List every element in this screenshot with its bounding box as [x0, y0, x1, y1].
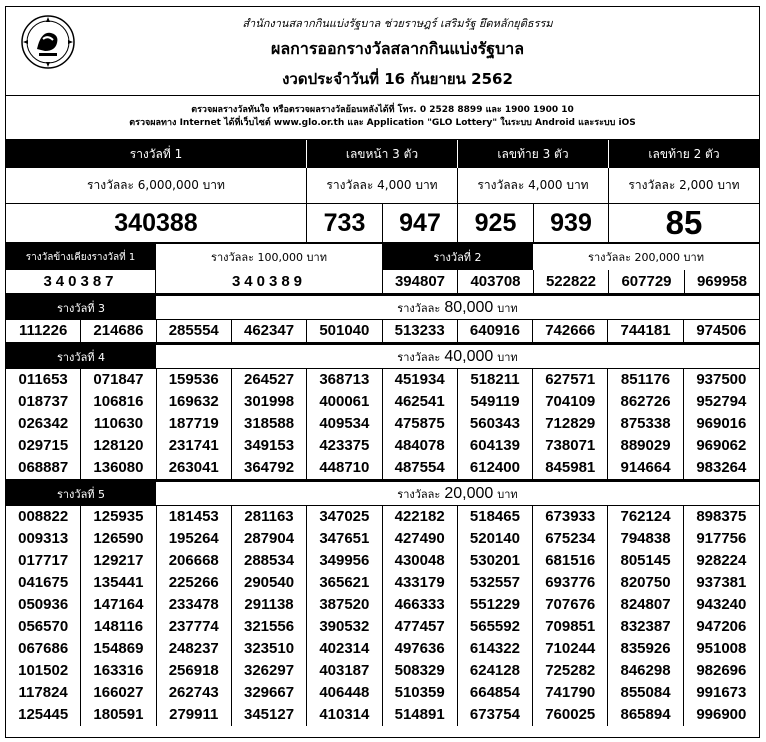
prize-number-cell: 318588	[232, 413, 307, 435]
prize-number-cell: 709851	[533, 616, 608, 638]
prize-number-cell: 865894	[608, 704, 683, 726]
prize-number-cell: 937381	[696, 574, 747, 591]
prize-number-cell: 741790	[533, 682, 608, 704]
prize-number-cell: 148116	[81, 616, 156, 638]
prize-number-cell: 673754	[458, 704, 533, 726]
back3-amount: รางวัลละ 4,000 บาท	[458, 168, 609, 203]
near-prize-number: 340387	[6, 270, 156, 293]
third-prize-header	[6, 294, 759, 320]
prize-number-cell: 136080	[81, 457, 156, 479]
prize-number-cell: 664854	[458, 682, 533, 704]
info-notes	[6, 96, 759, 140]
amount-value: 80,000	[444, 298, 494, 316]
third-prize-label: รางวัลที่ 3	[6, 296, 156, 319]
prize-number-cell: 462347	[232, 320, 307, 342]
second-prize-number: 522822	[534, 270, 609, 293]
prize-number-cell: 466333	[383, 594, 458, 616]
prize-number-cell: 291138	[232, 594, 307, 616]
amount-prefix: รางวัลละ	[397, 487, 441, 501]
near-prize-number: 340389	[156, 270, 383, 293]
prize-number-cell: 163316	[81, 660, 156, 682]
prize-number-cell: 011653	[6, 369, 81, 391]
prize-number-cell: 497636	[383, 638, 458, 660]
prize-number-cell: 287904	[232, 528, 307, 550]
prize-number-cell: 762124	[608, 506, 683, 528]
prize-number-cell: 403187	[307, 660, 382, 682]
second-prize-number: 969958	[696, 273, 748, 290]
amount-suffix: บาท	[497, 301, 518, 315]
prize-number-cell: 406448	[307, 682, 382, 704]
prize-number-cell: 612400	[458, 457, 533, 479]
prize-number-cell: 917756	[696, 530, 747, 547]
prize-number-cell: 614322	[458, 638, 533, 660]
prize-number-cell: 125935	[81, 506, 156, 528]
prize-number-cell: 487554	[383, 457, 458, 479]
prize-number-cell: 071847	[81, 369, 156, 391]
prize-number-cell: 501040	[307, 320, 382, 342]
prize-number-cell: 451934	[383, 369, 458, 391]
prize-number-cell: 430048	[383, 550, 458, 572]
prize-number-cell: 321556	[232, 616, 307, 638]
prize-number-cell: 738071	[533, 435, 608, 457]
prize-number-cell: 707676	[533, 594, 608, 616]
prize-number-cell: 125445	[6, 704, 81, 726]
fifth-prize-header	[6, 480, 759, 506]
prize-number-cell: 928224	[696, 552, 747, 569]
prize-number-cell: 110630	[81, 413, 156, 435]
amount-suffix: บาท	[497, 487, 518, 501]
internet-note: ตรวจผลทาง Internet ได้ที่เว็บไซต์ www.glo.or.th และ Application "GLO Lottery" ในระบบ Android และระบบ iOS	[129, 118, 636, 128]
prize-number-cell: 969062	[696, 437, 747, 454]
prize-number-cell: 820750	[608, 572, 683, 594]
prize-number-cell: 285554	[157, 320, 232, 342]
prize-number-cell: 225266	[157, 572, 232, 594]
back2-number: 85	[665, 204, 703, 241]
prize-number-cell: 673933	[533, 506, 608, 528]
front3-amount: รางวัลละ 4,000 บาท	[307, 168, 458, 203]
prize-number-cell: 510359	[383, 682, 458, 704]
prize-number-cell: 248237	[157, 638, 232, 660]
prize-number-cell: 117824	[6, 682, 81, 704]
second-prize-number: 394807	[383, 270, 458, 293]
top-prize-numbers	[6, 204, 759, 242]
prize-number-cell: 180591	[81, 704, 156, 726]
prize-number-cell: 532557	[458, 572, 533, 594]
near-second-numbers	[6, 270, 759, 294]
fifth-prize-numbers	[6, 506, 759, 726]
prize-number-cell: 050936	[6, 594, 81, 616]
prize-number-cell: 068887	[6, 457, 81, 479]
prize-number-cell: 640916	[458, 320, 533, 342]
near-second-labels	[6, 242, 759, 270]
prize-number-cell: 390532	[307, 616, 382, 638]
prize-number-cell: 565592	[458, 616, 533, 638]
prize-number-cell: 744181	[608, 320, 683, 342]
prize-number-cell: 349956	[307, 550, 382, 572]
prize-number-cell: 530201	[458, 550, 533, 572]
prize-number-cell: 008822	[6, 506, 81, 528]
prize-number-cell: 448710	[307, 457, 382, 479]
second-prize-number: 607729	[609, 270, 685, 293]
prize-number-cell: 947206	[696, 618, 747, 635]
prize-number-cell: 422182	[383, 506, 458, 528]
agency-line: สำนักงานสลากกินแบ่งรัฐบาล ช่วยราษฎร์ เสริมรัฐ ยึดหลักยุติธรรม	[242, 17, 553, 30]
prize-number-cell: 851176	[608, 369, 683, 391]
prize-number-cell: 704109	[533, 391, 608, 413]
prize-number-cell: 627571	[533, 369, 608, 391]
prize-number-cell: 159536	[157, 369, 232, 391]
prize-number-cell: 365621	[307, 572, 382, 594]
amount-value: 20,000	[444, 484, 494, 502]
prize-number-cell: 835926	[608, 638, 683, 660]
prize-number-cell: 169632	[157, 391, 232, 413]
prize-number-cell: 181453	[157, 506, 232, 528]
prize-number-cell: 681516	[533, 550, 608, 572]
prize-number-cell: 018737	[6, 391, 81, 413]
prize-number-cell: 009313	[6, 528, 81, 550]
fourth-prize-numbers	[6, 369, 759, 480]
prize-number-cell: 400061	[307, 391, 382, 413]
prize-number-cell: 187719	[157, 413, 232, 435]
fourth-prize-label: รางวัลที่ 4	[6, 345, 156, 368]
prize-number-cell: 135441	[81, 572, 156, 594]
prize-number-cell: 952794	[696, 393, 747, 410]
prize-number-cell: 862726	[608, 391, 683, 413]
prize-number-cell: 875338	[608, 413, 683, 435]
prize-number-cell: 484078	[383, 435, 458, 457]
prize-number-cell: 387520	[307, 594, 382, 616]
amount-prefix: รางวัลละ	[397, 301, 441, 315]
prize-number-cell: 832387	[608, 616, 683, 638]
first-prize-amount: รางวัลละ 6,000,000 บาท	[6, 168, 307, 203]
prize-number-cell: 983264	[696, 459, 747, 476]
prize-number-cell: 101502	[6, 660, 81, 682]
prize-number-cell: 514891	[383, 704, 458, 726]
third-prize-amount	[156, 296, 759, 319]
prize-number-cell: 974506	[696, 322, 747, 339]
prize-number-cell: 475875	[383, 413, 458, 435]
prize-number-cell: 368713	[307, 369, 382, 391]
prize-number-cell: 067686	[6, 638, 81, 660]
prize-number-cell: 233478	[157, 594, 232, 616]
prize-number-cell: 288534	[232, 550, 307, 572]
amount-suffix: บาท	[497, 350, 518, 364]
prize-number-cell: 794838	[608, 528, 683, 550]
back3-number: 939	[534, 204, 609, 242]
prize-number-cell: 742666	[533, 320, 608, 342]
prize-number-cell: 845981	[533, 457, 608, 479]
prize-number-cell: 624128	[458, 660, 533, 682]
prize-number-cell: 128120	[81, 435, 156, 457]
prize-number-cell: 041675	[6, 572, 81, 594]
prize-number-cell: 433179	[383, 572, 458, 594]
back3-label: เลขท้าย 3 ตัว	[458, 140, 609, 168]
prize-number-cell: 301998	[232, 391, 307, 413]
prize-number-cell: 264527	[232, 369, 307, 391]
prize-number-cell: 410314	[307, 704, 382, 726]
top-prize-amounts	[6, 168, 759, 204]
prize-number-cell: 846298	[608, 660, 683, 682]
prize-number-cell: 111226	[6, 320, 81, 342]
prize-number-cell: 017717	[6, 550, 81, 572]
prize-number-cell: 323510	[232, 638, 307, 660]
prize-number-cell: 914664	[608, 457, 683, 479]
amount-prefix: รางวัลละ	[397, 350, 441, 364]
prize-number-cell: 214686	[81, 320, 156, 342]
amount-value: 40,000	[444, 347, 494, 365]
lottery-result-sheet	[5, 6, 760, 738]
second-prize-number: 403708	[458, 270, 534, 293]
prize-number-cell: 855084	[608, 682, 683, 704]
prize-number-cell: 237774	[157, 616, 232, 638]
fourth-prize-header	[6, 343, 759, 369]
first-prize-number: 340388	[6, 204, 307, 242]
prize-number-cell: 937500	[696, 371, 747, 388]
prize-number-cell: 166027	[81, 682, 156, 704]
prize-number-cell: 604139	[458, 435, 533, 457]
prize-number-cell: 345127	[232, 704, 307, 726]
prize-number-cell: 231741	[157, 435, 232, 457]
prize-number-cell: 154869	[81, 638, 156, 660]
prize-number-cell: 518211	[458, 369, 533, 391]
prize-number-cell: 520140	[458, 528, 533, 550]
prize-number-cell: 943240	[696, 596, 747, 613]
prize-number-cell: 560343	[458, 413, 533, 435]
second-prize-label: รางวัลที่ 2	[383, 244, 533, 270]
prize-number-cell: 402314	[307, 638, 382, 660]
top-prize-labels	[6, 140, 759, 168]
prize-number-cell: 996900	[696, 706, 747, 723]
third-prize-numbers	[6, 320, 759, 343]
prize-number-cell: 281163	[232, 506, 307, 528]
back2-amount: รางวัลละ 2,000 บาท	[628, 178, 740, 192]
front3-number: 947	[383, 204, 458, 242]
near-prize-label: รางวัลข้างเคียงรางวัลที่ 1	[6, 244, 156, 270]
prize-number-cell: 549119	[458, 391, 533, 413]
phone-note: ตรวจผลรางวัลทันใจ หรือตรวจผลรางวัลย้อนหลังได้ที่ โทร. 0 2528 8899 และ 1900 1900 10	[191, 105, 574, 115]
prize-number-cell: 195264	[157, 528, 232, 550]
prize-number-cell: 951008	[696, 640, 747, 657]
prize-number-cell: 675234	[533, 528, 608, 550]
prize-number-cell: 462541	[383, 391, 458, 413]
prize-number-cell: 256918	[157, 660, 232, 682]
back3-number: 925	[458, 204, 534, 242]
prize-number-cell: 969016	[696, 415, 747, 432]
second-prize-amount: รางวัลละ 200,000 บาท	[588, 251, 704, 264]
first-prize-label: รางวัลที่ 1	[6, 140, 307, 168]
prize-number-cell: 805145	[608, 550, 683, 572]
prize-number-cell: 347651	[307, 528, 382, 550]
prize-number-cell: 263041	[157, 457, 232, 479]
prize-number-cell: 326297	[232, 660, 307, 682]
prize-number-cell: 129217	[81, 550, 156, 572]
prize-number-cell: 056570	[6, 616, 81, 638]
prize-number-cell: 349153	[232, 435, 307, 457]
prize-number-cell: 262743	[157, 682, 232, 704]
prize-number-cell: 693776	[533, 572, 608, 594]
prize-number-cell: 551229	[458, 594, 533, 616]
prize-number-cell: 206668	[157, 550, 232, 572]
prize-number-cell: 898375	[696, 508, 747, 525]
prize-number-cell: 982696	[696, 662, 747, 679]
prize-number-cell: 126590	[81, 528, 156, 550]
prize-number-cell: 477457	[383, 616, 458, 638]
prize-number-cell: 508329	[383, 660, 458, 682]
prize-number-cell: 710244	[533, 638, 608, 660]
header	[6, 7, 759, 96]
back2-label: เลขท้าย 2 ตัว	[648, 146, 720, 161]
front3-label: เลขหน้า 3 ตัว	[307, 140, 458, 168]
prize-number-cell: 991673	[696, 684, 747, 701]
prize-number-cell: 760025	[533, 704, 608, 726]
prize-number-cell: 347025	[307, 506, 382, 528]
front3-number: 733	[307, 204, 383, 242]
prize-number-cell: 725282	[533, 660, 608, 682]
draw-date: งวดประจำวันที่ 16 กันยายน 2562	[282, 70, 513, 88]
prize-number-cell: 106816	[81, 391, 156, 413]
fourth-prize-amount	[156, 345, 759, 368]
prize-number-cell: 518465	[458, 506, 533, 528]
fifth-prize-amount	[156, 482, 759, 505]
near-prize-amount: รางวัลละ 100,000 บาท	[156, 244, 383, 270]
prize-number-cell: 329667	[232, 682, 307, 704]
prize-number-cell: 290540	[232, 572, 307, 594]
prize-number-cell: 427490	[383, 528, 458, 550]
prize-number-cell: 029715	[6, 435, 81, 457]
prize-number-cell: 712829	[533, 413, 608, 435]
prize-number-cell: 513233	[383, 320, 458, 342]
fifth-prize-label: รางวัลที่ 5	[6, 482, 156, 505]
prize-number-cell: 364792	[232, 457, 307, 479]
prize-number-cell: 026342	[6, 413, 81, 435]
prize-number-cell: 409534	[307, 413, 382, 435]
prize-number-cell: 423375	[307, 435, 382, 457]
prize-number-cell: 824807	[608, 594, 683, 616]
sheet-title: ผลการออกรางวัลสลากกินแบ่งรัฐบาล	[270, 39, 525, 58]
prize-number-cell: 889029	[608, 435, 683, 457]
prize-number-cell: 279911	[157, 704, 232, 726]
prize-number-cell: 147164	[81, 594, 156, 616]
